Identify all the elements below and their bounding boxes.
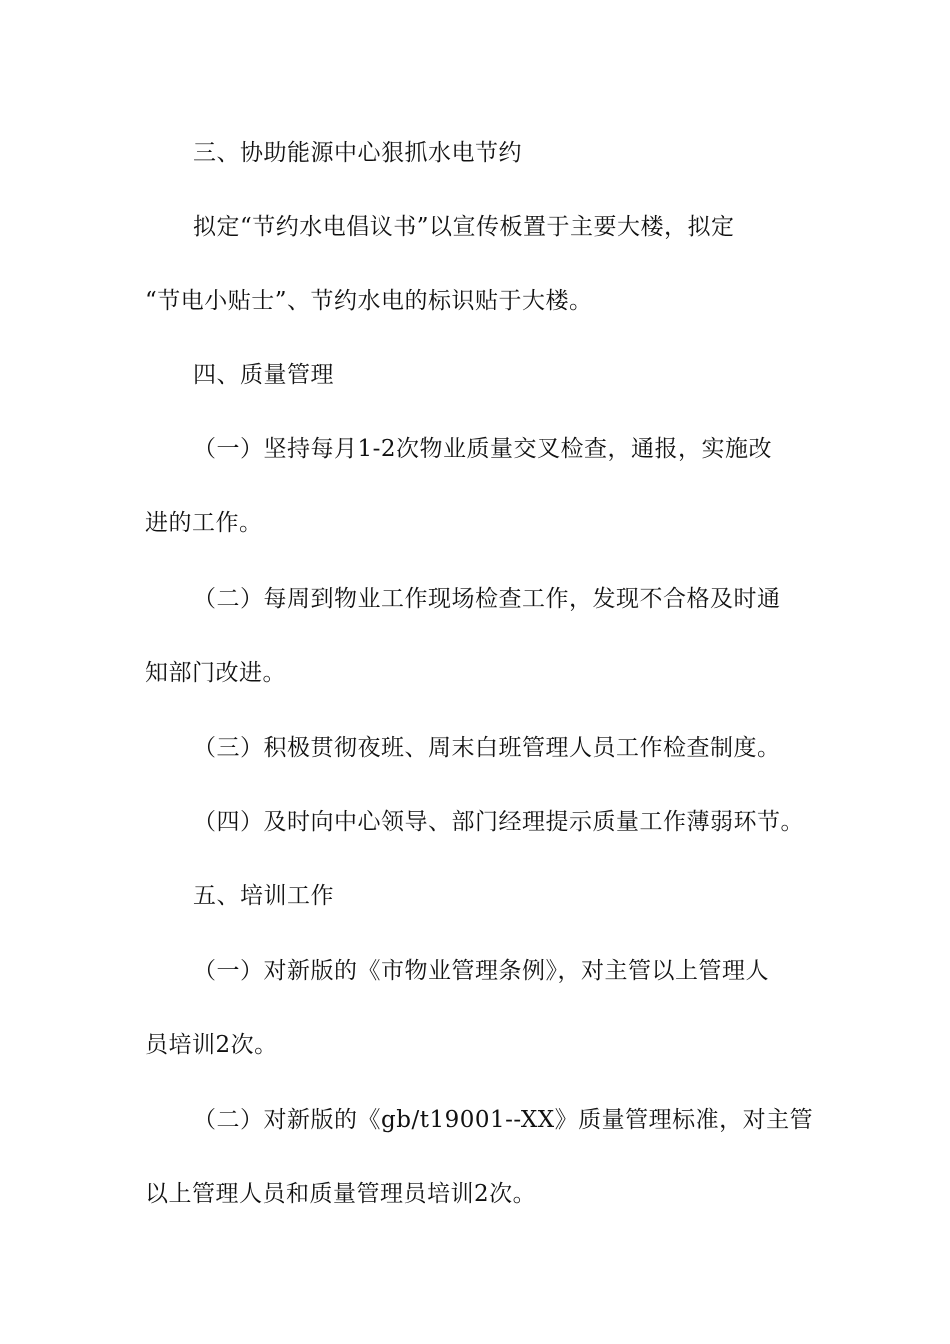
section-heading-5: 五、培训工作 bbox=[193, 883, 334, 909]
paragraph-line: 进的工作。 bbox=[145, 510, 263, 536]
paragraph-line: （四）及时向中心领导、部门经理提示质量工作薄弱环节。 bbox=[193, 809, 804, 835]
paragraph-line: （二）每周到物业工作现场检查工作，发现不合格及时通 bbox=[193, 586, 781, 612]
paragraph-line: 知部门改进。 bbox=[145, 660, 286, 686]
paragraph-line: （二）对新版的《gb/t19001--XX》质量管理标准，对主管 bbox=[193, 1107, 814, 1133]
paragraph-line: 员培训2次。 bbox=[145, 1032, 278, 1058]
section-heading-4: 四、质量管理 bbox=[193, 362, 334, 388]
paragraph-line: （三）积极贯彻夜班、周末白班管理人员工作检查制度。 bbox=[193, 735, 781, 761]
paragraph-line: “节电小贴士”、节约水电的标识贴于大楼。 bbox=[145, 288, 593, 314]
paragraph-line: 以上管理人员和质量管理员培训2次。 bbox=[145, 1181, 537, 1207]
section-heading-3: 三、协助能源中心狠抓水电节约 bbox=[193, 140, 522, 166]
paragraph-line: （一）坚持每月1-2次物业质量交叉检查，通报，实施改 bbox=[193, 436, 773, 462]
paragraph-line: （一）对新版的《市物业管理条例》，对主管以上管理人 bbox=[193, 958, 769, 984]
paragraph-line: 拟定“节约水电倡议书”以宣传板置于主要大楼，拟定 bbox=[193, 214, 735, 240]
